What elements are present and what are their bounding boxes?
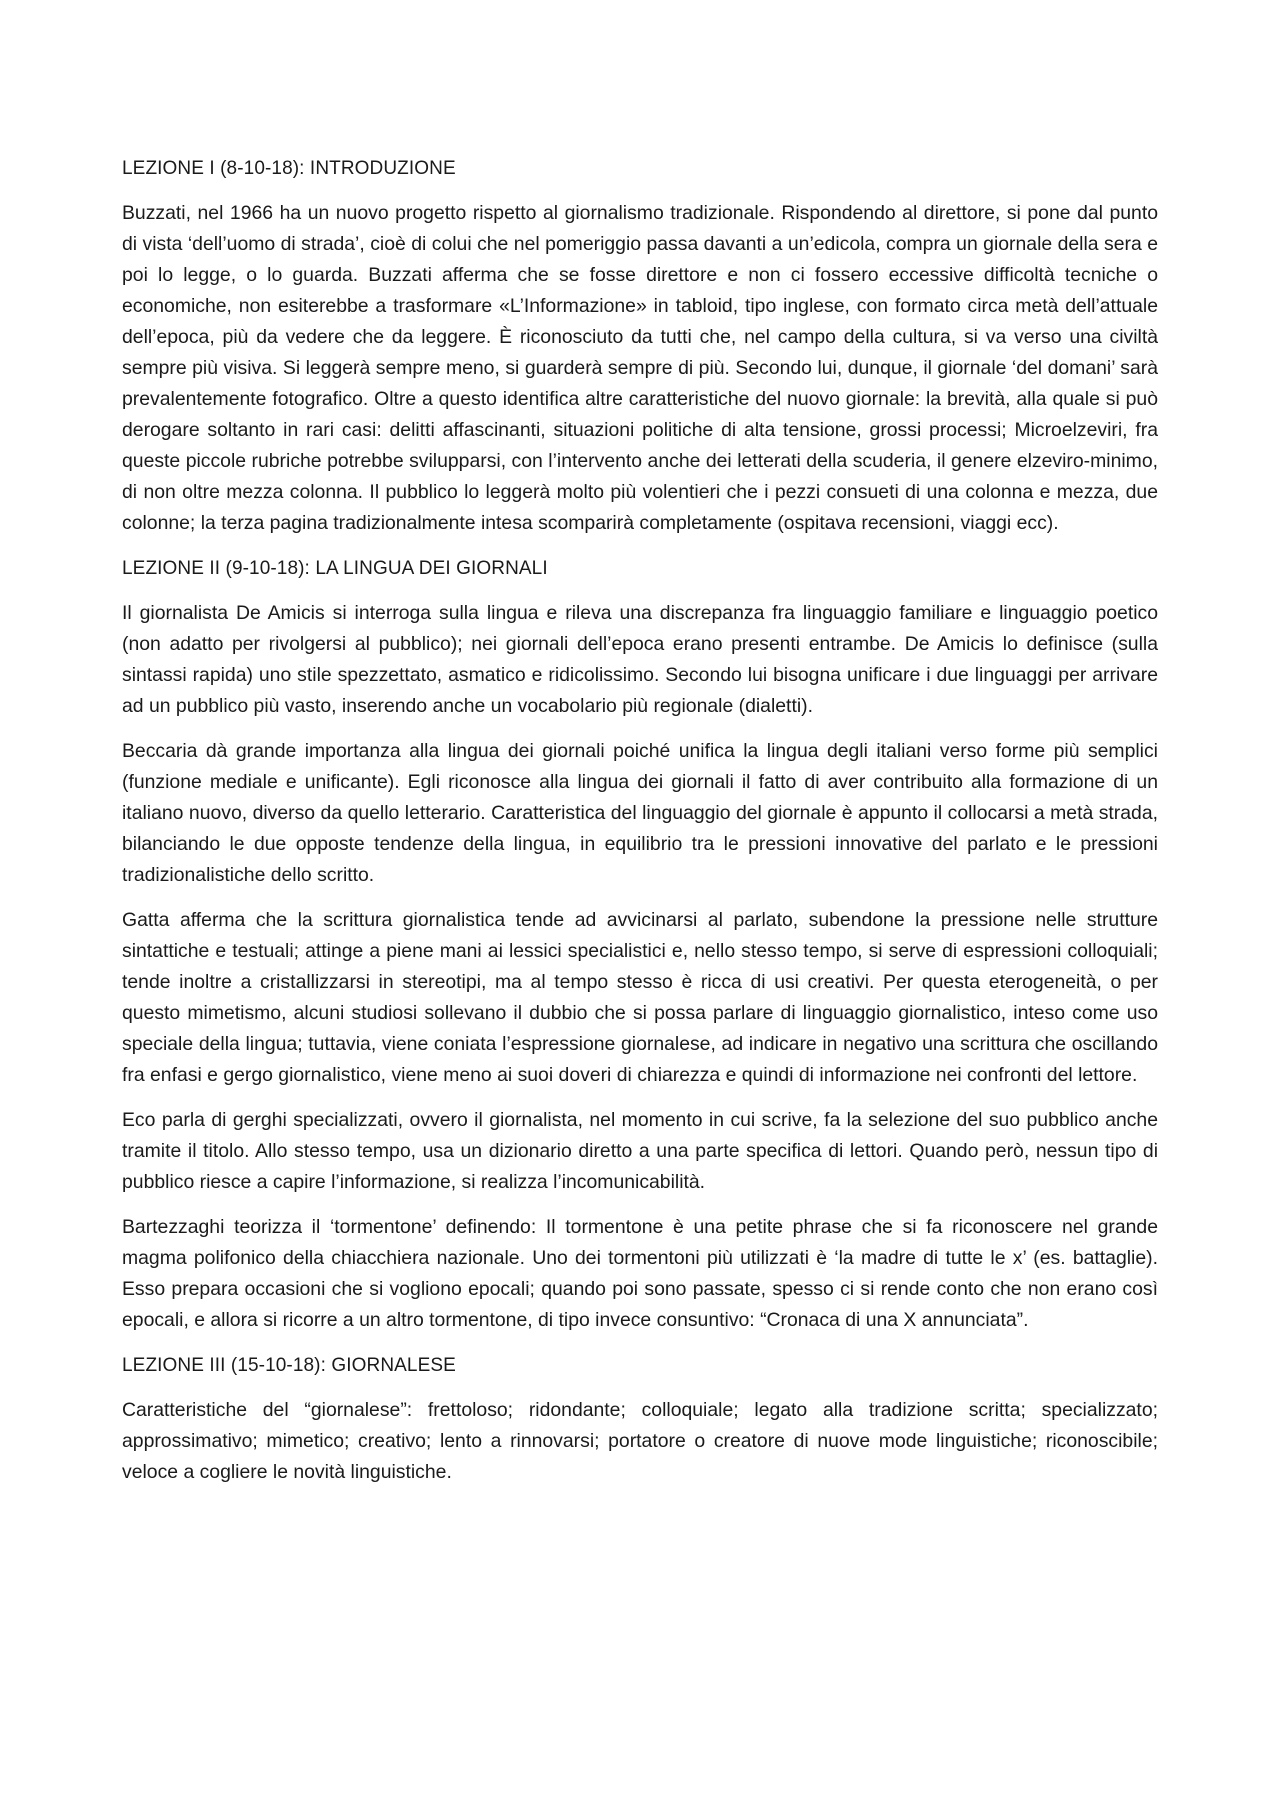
section-heading: LEZIONE II (9-10-18): LA LINGUA DEI GIORNALI — [122, 558, 548, 579]
section-lezione-1 — [122, 153, 1158, 539]
paragraph: Beccaria dà grande importanza alla lingua dei giornali poiché unifica la lingua degli italiani verso forme più semplici (funzione mediale e unificante). Egli riconosce alla lingua dei giornali il fatto di aver contribuito alla formazione di un italiano nuovo, diverso da quello letterario. Caratteristica del linguaggio del giornale è appunto il collocarsi a metà strada, bilanciando le due opposte tendenze della lingua, in equilibrio tra le pressioni innovative del parlato e le pressioni tradizionalistiche dello scritto. — [122, 740, 1158, 886]
paragraph: Bartezzaghi teorizza il ‘tormentone’ definendo: Il tormentone è una petite phrase che si fa riconoscere nel grande magma polifonico della chiacchiera nazionale. Uno dei tormentoni più utilizzati è ‘la madre di tutte le x’ (es. battaglie). Esso prepara occasioni che si vogliono epocali; quando poi sono passate, spesso ci si rende conto che non erano così epocali, e allora si ricorre a un altro tormentone, di tipo invece consuntivo: “Cronaca di una X annunciata”. — [122, 1216, 1158, 1331]
paragraph: Buzzati, nel 1966 ha un nuovo progetto rispetto al giornalismo tradizionale. Rispondendo al direttore, si pone dal punto di vista ‘dell’uomo di strada’, cioè di colui che nel pomeriggio passa davanti a un’edicola, compra un giornale della sera e poi lo legge, o lo guarda. Buzzati afferma che se fosse direttore e non ci fossero eccessive difficoltà tecniche o economiche, non esiterebbe a trasformare «L’Informazione» in tabloid, tipo inglese, con formato circa metà dell’attuale dell’epoca, più da vedere che da leggere. È riconosciuto da tutti che, nel campo della cultura, si va verso una civiltà sempre più visiva. Si leggerà sempre meno, si guarderà sempre di più. Secondo lui, dunque, il giornale ‘del domani’ sarà prevalentemente fotografico. Oltre a questo identifica altre caratteristiche del nuovo giornale: la brevità, alla quale si può derogare soltanto in rari casi: delitti affascinanti, situazioni politiche di alta tensione, grossi processi; Microelzeviri, fra queste piccole rubriche potrebbe svilupparsi, con l’intervento anche dei letterati della scuderia, il genere elzeviro-minimo, di non oltre mezza colonna. Il pubblico lo leggerà molto più volentieri che i pezzi consueti di una colonna e mezza, due colonne; la terza pagina tradizionalmente intesa scomparirà completamente (ospitava recensioni, viaggi ecc). — [122, 202, 1158, 534]
section-heading: LEZIONE III (15-10-18): GIORNALESE — [122, 1355, 456, 1376]
paragraph: Eco parla di gerghi specializzati, ovvero il giornalista, nel momento in cui scrive, fa la selezione del suo pubblico anche tramite il titolo. Allo stesso tempo, usa un dizionario diretto a una parte specifica di lettori. Quando però, nessun tipo di pubblico riesce a capire l’informazione, si realizza l’incomunicabilità. — [122, 1109, 1158, 1193]
paragraph: Il giornalista De Amicis si interroga sulla lingua e rileva una discrepanza fra linguaggio familiare e linguaggio poetico (non adatto per rivolgersi al pubblico); nei giornali dell’epoca erano presenti entrambe. De Amicis lo definisce (sulla sintassi rapida) uno stile spezzettato, asmatico e ridicolissimo. Secondo lui bisogna unificare i due linguaggi per arrivare ad un pubblico più vasto, inserendo anche un vocabolario più regionale (dialetti). — [122, 602, 1158, 717]
section-lezione-2 — [122, 553, 1158, 1336]
paragraph: Caratteristiche del “giornalese”: frettoloso; ridondante; colloquiale; legato alla tradizione scritta; specializzato; approssimativo; mimetico; creativo; lento a rinnovarsi; portatore o creatore di nuove mode linguistiche; riconoscibile; veloce a cogliere le novità linguistiche. — [122, 1399, 1158, 1483]
section-heading: LEZIONE I (8-10-18): INTRODUZIONE — [122, 158, 456, 179]
paragraph: Gatta afferma che la scrittura giornalistica tende ad avvicinarsi al parlato, subendone la pressione nelle strutture sintattiche e testuali; attinge a piene mani ai lessici specialistici e, nello stesso tempo, si serve di espressioni colloquiali; tende inoltre a cristallizzarsi in stereotipi, ma al tempo stesso è ricca di usi creativi. Per questa eterogeneità, o per questo mimetismo, alcuni studiosi sollevano il dubbio che si possa parlare di linguaggio giornalistico, inteso come uso speciale della lingua; tuttavia, viene coniata l’espressione giornalese, ad indicare in negativo una scrittura che oscillando fra enfasi e gergo giornalistico, viene meno ai suoi doveri di chiarezza e quindi di informazione nei confronti del lettore. — [122, 909, 1158, 1086]
section-lezione-3 — [122, 1350, 1158, 1488]
